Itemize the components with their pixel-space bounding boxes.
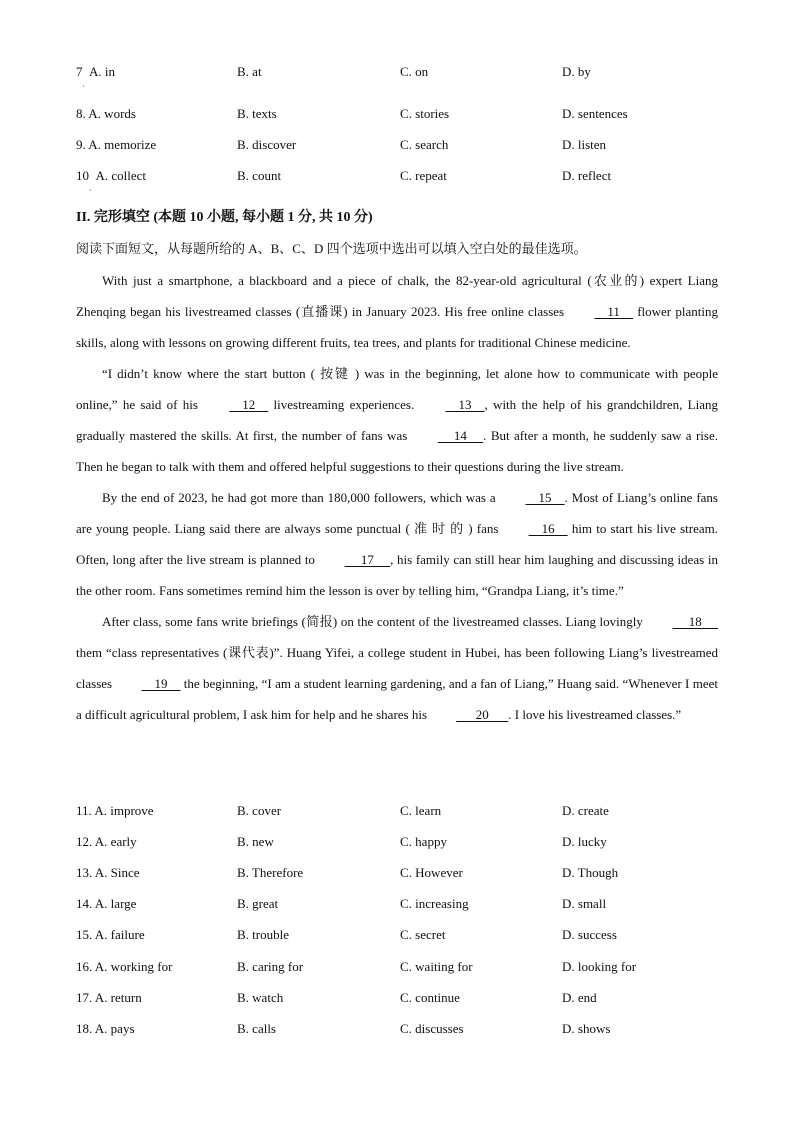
question-11-option-b: B. cover [237,803,282,818]
passage-text: . Most of Liang’s online fans are young people. Liang said there are always some punctual ( 准 时 的 ) fans [76,490,718,536]
paragraph-4 [76,606,718,730]
question-18-option-c: C. discusses [400,1021,464,1036]
option-a: A. working for [94,959,173,974]
blank-19: 19 [141,676,181,691]
question-8 [76,104,726,124]
question-13-option-b: B. Therefore [237,865,304,880]
passage-text: With just a smartphone, a blackboard and a piece of chalk, the 82-year-old agricultural (农业的) expert Liang Zhenqing began his livestreamed classes (直播课) in January 2023. His free online classes [76,273,718,319]
question-number: 9. [76,137,86,152]
question-16-option-b: B. caring for [237,959,304,974]
question-12-option-c: C. happy [400,834,447,849]
question-10-option-c: C. repeat [400,168,447,183]
question-18-option-d: D. shows [562,1021,611,1036]
question-12-option-d: D. lucky [562,834,607,849]
question-18 [76,1019,726,1039]
question-number: 11. [76,803,92,818]
passage-text: , his family can still hear him laughing and discussing ideas in the other room. Fans sometimes remind him the lesson is over by telling him, “Grandpa Liang, it’s time.” [76,552,718,598]
question-10 [76,166,726,186]
question-17-option-c: C. continue [400,990,460,1005]
passage-text: the beginning, “I am a student learning gardening, and a fan of Liang,” Huang said. “Whenever I meet a difficult agricultural problem, I ask him for help and he shares his [76,676,718,722]
question-14-option-a [76,894,136,914]
option-a: A. failure [94,927,145,942]
question-14-option-b: B. great [237,896,279,911]
question-7-option-c: C. on [400,64,429,79]
question-10-option-b: B. count [237,168,282,183]
question-12-option-b: B. new [237,834,274,849]
question-9-option-a [76,135,156,155]
passage-text: After class, some fans write briefings (简报) on the content of the livestreamed classes. Liang lovingly [102,614,647,629]
question-15-option-a [76,925,145,945]
question-number: 15. [76,927,93,942]
question-number: 16. [76,959,93,974]
question-14 [76,894,726,914]
question-number: 7 [76,64,83,79]
question-10-option-a [76,166,146,186]
blank-16: 16 [528,521,568,536]
question-13-option-a [76,863,140,883]
question-18-option-a [76,1019,135,1039]
dot-mark: · [89,186,92,195]
question-14-option-d: D. small [562,896,607,911]
option-a: A. improve [94,803,154,818]
question-9 [76,135,726,155]
passage-text: flower planting skills, along with lessons on growing different fruits, tea trees, and plants for traditional Chinese medicine. [76,304,718,350]
cloze-passage [76,265,718,730]
blank-14: 14 [437,428,484,443]
option-a: A. return [94,990,142,1005]
question-13 [76,863,726,883]
passage-text: By the end of 2023, he had got more than 180,000 followers, which was a [102,490,500,505]
question-8-option-c: C. stories [400,106,450,121]
question-number: 14. [76,896,93,911]
question-11-option-c: C. learn [400,803,442,818]
question-11-option-d: D. create [562,803,609,818]
question-15-option-b: B. trouble [237,927,289,942]
question-16-option-c: C. waiting for [400,959,473,974]
blank-13: 13 [445,397,485,412]
passage-text: livestreaming experiences. [268,397,420,412]
question-8-option-a [76,104,136,124]
question-15-option-c: C. secret [400,927,446,942]
passage-text: “I didn’t know where the start button ( 按键 ) was in the beginning, let alone how to communicate with people online,” he said of his [76,366,718,412]
passage-text: him to start his live stream. Often, long after the live stream is planned to [76,521,718,567]
section-title: II. 完形填空 (本题 10 小题, 每小题 1 分, 共 10 分) [76,210,373,225]
option-a: A. memorize [88,137,157,152]
question-17-option-d: D. end [562,990,597,1005]
question-9-option-c: C. search [400,137,449,152]
question-11 [76,801,726,821]
question-15 [76,925,726,945]
option-a: A. collect [95,168,147,183]
question-12-option-a [76,832,137,852]
question-number: 17. [76,990,93,1005]
question-number: 18. [76,1021,93,1036]
passage-text: . I love his livestreamed classes.” [508,707,682,722]
blank-17: 17 [344,552,391,567]
question-14-option-c: C. increasing [400,896,469,911]
question-12 [76,832,726,852]
passage-text: , with the help of his grandchildren, Liang gradually mastered the skills. At first, the number of fans was [76,397,718,443]
blank-18: 18 [672,614,718,629]
question-number: 13. [76,865,93,880]
question-13-option-c: C. However [400,865,463,880]
question-7-option-b: B. at [237,64,262,79]
question-17 [76,988,726,1008]
question-15-option-d: D. success [562,927,617,942]
blank-20: 20 [456,707,509,722]
question-8-option-b: B. texts [237,106,277,121]
option-a: A. large [94,896,137,911]
question-number: 12. [76,834,93,849]
option-a: A. words [88,106,136,121]
option-a: A. Since [94,865,140,880]
question-7-option-a [76,62,115,82]
question-16 [76,957,726,977]
option-a: A. pays [94,1021,135,1036]
option-a: A. in [89,64,115,79]
section-instruction: 阅读下面短文，从每题所给的 A、B、C、D 四个选项中选出可以填入空白处的最佳选项。 [76,241,587,256]
paragraph-3 [76,482,718,606]
passage-text: . But after a month, he suddenly saw a rise. Then he began to talk with them and offered helpful suggestions to their questions during the live stream. [76,428,718,474]
question-16-option-a [76,957,172,977]
question-16-option-d: D. looking for [562,959,637,974]
question-10-option-d: D. reflect [562,168,612,183]
question-18-option-b: B. calls [237,1021,276,1036]
passage-text: them “class representatives (课代表)”. Huang Yifei, a college student in Hubei, has been following Liang’s livestreamed classes [76,645,718,691]
question-number: 8. [76,106,86,121]
question-7 [76,62,726,82]
blank-15: 15 [525,490,565,505]
question-17-option-b: B. watch [237,990,284,1005]
question-9-option-b: B. discover [237,137,297,152]
dot-mark: · [82,82,85,91]
question-17-option-a [76,988,142,1008]
question-11-option-a [76,801,154,821]
question-13-option-d: D. Though [562,865,619,880]
question-9-option-d: D. listen [562,137,607,152]
option-a: A. early [94,834,137,849]
question-8-option-d: D. sentences [562,106,628,121]
question-number: 10 [76,168,89,183]
paragraph-1 [76,265,718,358]
blank-12: 12 [229,397,269,412]
question-7-option-d: D. by [562,64,591,79]
blank-11: 11 [594,304,633,319]
paragraph-2 [76,358,718,482]
